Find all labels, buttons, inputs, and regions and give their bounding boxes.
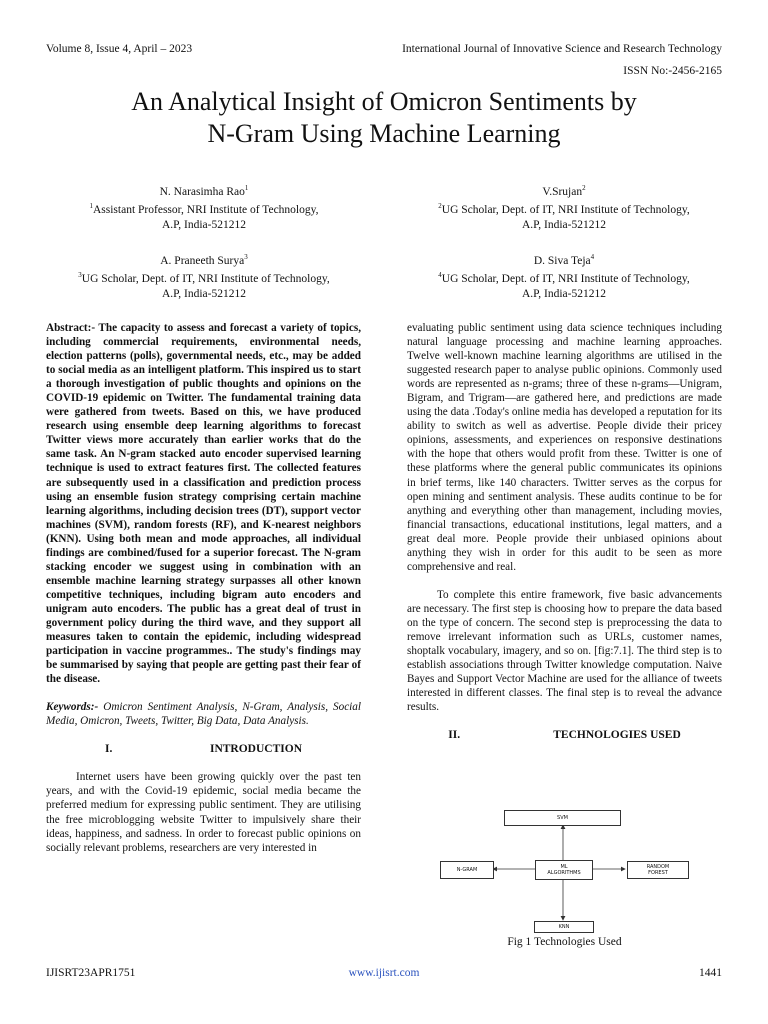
keywords-label: Keywords:- (46, 701, 99, 714)
footer-paper-id: IJISRT23APR1751 (46, 967, 136, 979)
journal-name: International Journal of Innovative Science and Research Technology (402, 43, 722, 55)
random-forest-box: RANDOM FOREST (627, 861, 689, 879)
author-location: A.P, India-521212 (161, 218, 246, 231)
svm-box: SVM (504, 810, 621, 826)
figure-caption: Fig 1 Technologies Used (507, 936, 622, 948)
abstract: Abstract:- The capacity to assess and forecast a variety of topics, including commercial requirements, environmental needs, election patterns (polls), governmental needs, etc., may be added to social media as an intelligent platform. This inspired us to start a thorough investigation of public thoughts and opinions on the COVID-19 epidemic on Twitter. The fundamental training data were gathered from tweets. Based on this, we have produced research using ensemble deep learning algorithms to forecast Twitter views more accurately than earlier works that do the same task. An N-gram stacked auto encoder supervised learning technique is used to extract features first. The collected features are subsequently used in a classification and prediction process using an ensemble fusion strategy comprising certain machine learning algorithms, including decision trees (DT), support vector machines (SVM), random forests (RF), and K-nearest neighbors (KNN). Using both mean and mode approaches, all individual findings are combined/fused for a superior forecast. The N-gram stacking encoder we suggest using in combination with an ensemble machine learning strategy surpasses all other known competitive techniques, including bigram auto encoders and unigram auto encoders. The public has a great deal of trust in government policy during the third wave, and they support all measures taken to contain the epidemic, including widespread participation in vaccine programmes.. The study's findings may be summarised by saying that people are getting past their fear of the disease. (46, 322, 361, 686)
keywords (46, 700, 361, 728)
author-name: D. Siva Teja (533, 254, 591, 267)
ngram-box: N-GRAM (440, 861, 494, 879)
issn: ISSN No:-2456-2165 (623, 65, 722, 77)
title-line-1: An Analytical Insight of Omicron Sentiments by (131, 87, 637, 116)
footer-website-link[interactable]: www.ijisrt.com (348, 967, 420, 979)
framework-paragraph: To complete this entire framework, five basic advancements are necessary. The first step is choosing how to prepare the data based on the type of concern. The second step is preprocessing the data to remove irrelevant information such as URLs, customer names, shoptalk vocabulary, imagery, and so on. [fig:7.1]. The third step is to establish associations through Twitter knowledge computation. Naive Bayes and Support Vector Machine are used for the alliance of tweets interested in different classes. The final step is to reveal the advance results. (407, 588, 722, 714)
section-title: INTRODUCTION (209, 743, 302, 756)
author-affiliation: UG Scholar, Dept. of IT, NRI Institute of Technology, (441, 273, 690, 286)
title-line-2: N-Gram Using Machine Learning (207, 119, 561, 148)
intro-paragraph: Internet users have been growing quickly over the past ten years, and with the Covid-19 epidemic, social media became the preferred medium for expressing public sentiment. They are utilising the free microblogging website Twitter to impulsively share their ideas, happiness, and sadness. In order to forecast public opinions on socially relevant problems, researchers are very interested in (46, 771, 361, 854)
affiliation-sup: 2 (438, 202, 442, 211)
left-column (46, 321, 361, 855)
author-sup: 3 (244, 253, 248, 261)
section-heading-technologies (407, 728, 722, 742)
section-number: I. (104, 743, 113, 756)
author-location: A.P, India-521212 (521, 287, 606, 300)
ml-algorithms-box: ML ALGORITHMS (535, 860, 593, 880)
author-3 (54, 250, 354, 301)
intro-paragraph-continued: evaluating public sentiment using data science techniques including natural language processing and machine learning approaches. Twelve well-known machine learning algorithms are utilised in the suggested research paper to analyse public opinions. Commonly used words are represented as n-grams; three of these n-grams—Unigram, Bigram, and Trigram—are gathered here, and predictions are made using the data .Today's online media has developed a reputation for its ability to switch as well as advertise. People divide their pricey opinions, assessments, and experiences on responsive destinations with the hope that others would profit from these. Twitter is one of these platforms where the general public communicates its opinions in brief terms, like 140 characters. Twitter serves as the corpus for open mining and sentiment analysis. These audits continue to be for anything and everything other than management, including movies, financial transactions, educational institutions, legal matters, and a great deal more. People provide their unbiased opinions about anything they wish in order for this audit to be seen as more comprehensive and real. (407, 322, 722, 573)
author-4 (414, 250, 714, 301)
author-2 (414, 181, 714, 232)
author-affiliation: UG Scholar, Dept. of IT, NRI Institute of Technology, (81, 273, 330, 286)
keywords-text: Omicron Sentiment Analysis, N-Gram, Analysis, Social Media, Omicron, Tweets, Twitter, Big Data, Data Analysis. (46, 701, 361, 728)
author-location: A.P, India-521212 (161, 287, 246, 300)
affiliation-sup: 1 (89, 202, 93, 211)
author-name: N. Narasimha Rao (159, 185, 245, 198)
section-heading-introduction (46, 742, 361, 756)
author-name: A. Praneeth Surya (160, 254, 245, 267)
author-1 (54, 181, 354, 232)
author-name: V.Srujan (542, 185, 583, 198)
section-number: II. (448, 729, 461, 742)
author-sup: 4 (590, 253, 595, 261)
technologies-diagram (407, 808, 722, 933)
affiliation-sup: 3 (78, 271, 82, 280)
author-affiliation: Assistant Professor, NRI Institute of Technology, (92, 204, 319, 217)
author-location: A.P, India-521212 (521, 218, 606, 231)
affiliation-sup: 4 (438, 271, 442, 280)
author-sup: 1 (244, 184, 249, 192)
section-title: TECHNOLOGIES USED (553, 729, 681, 742)
journal-volume: Volume 8, Issue 4, April – 2023 (46, 43, 193, 55)
paper-title (0, 86, 768, 150)
page-number: 1441 (699, 967, 722, 979)
author-affiliation: UG Scholar, Dept. of IT, NRI Institute of Technology, (441, 204, 690, 217)
knn-box: KNN (534, 921, 594, 933)
right-column (407, 321, 722, 742)
author-sup: 2 (582, 184, 586, 192)
